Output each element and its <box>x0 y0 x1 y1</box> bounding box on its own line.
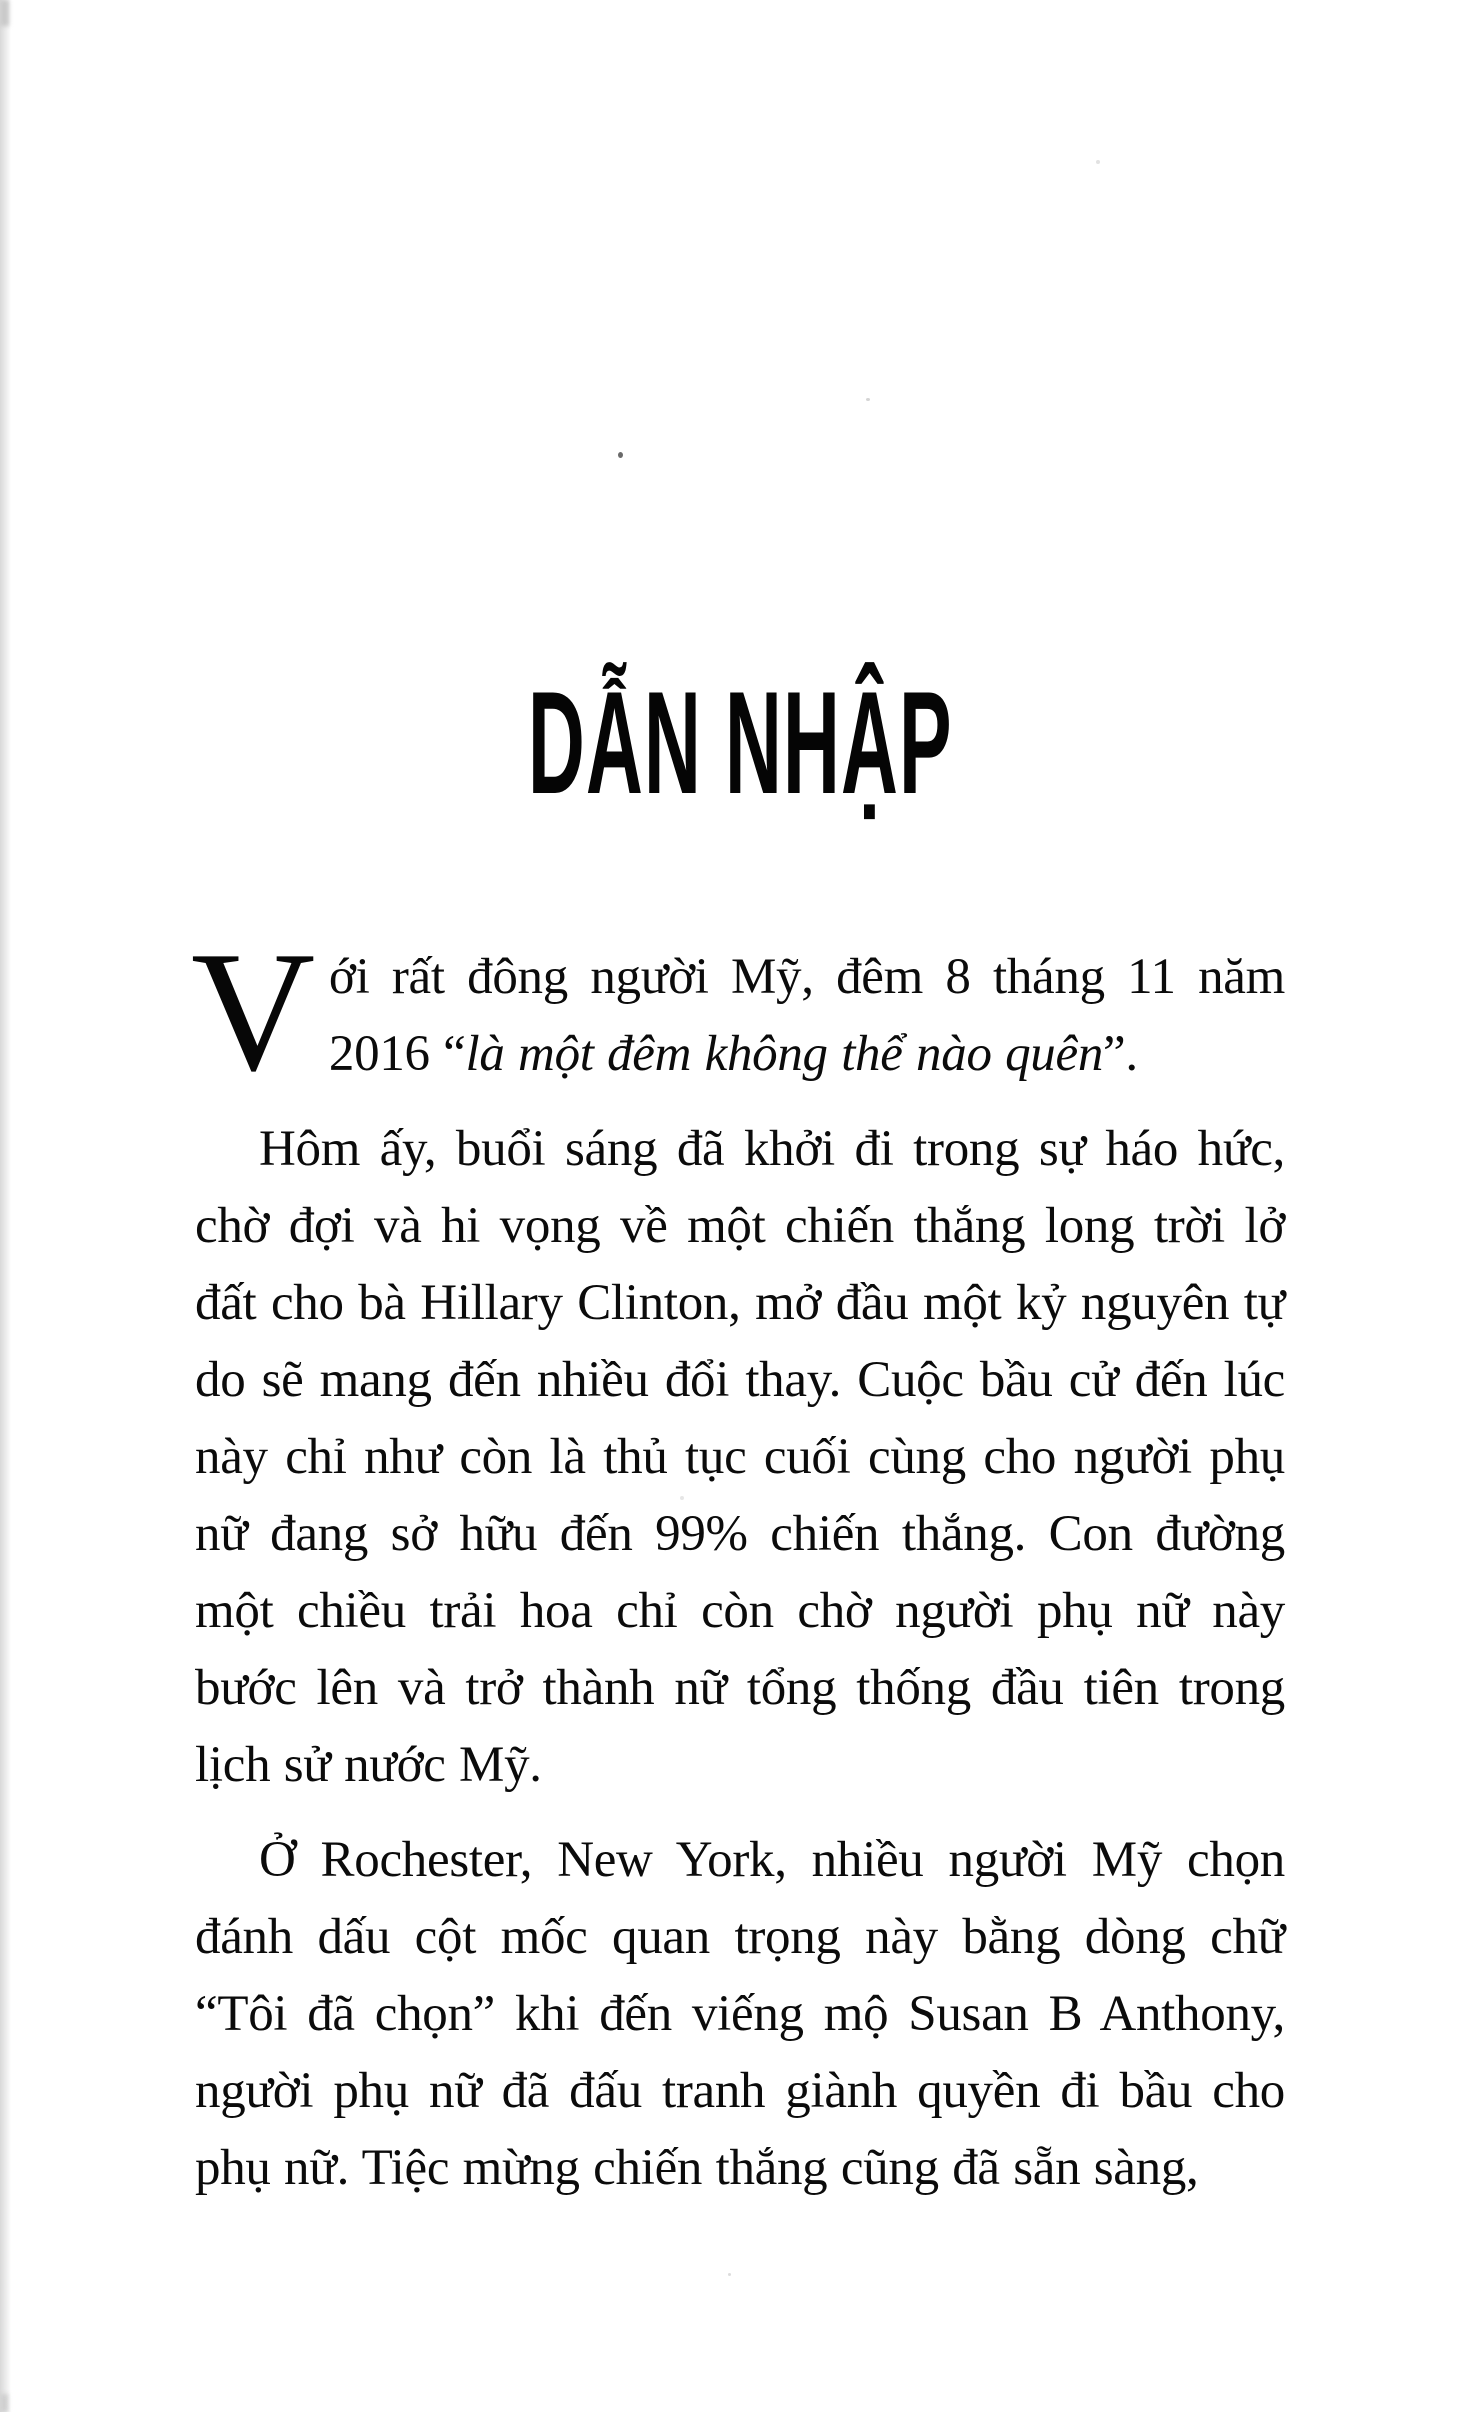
chapter-title-text: DẪN NHẬP <box>527 660 953 824</box>
dropcap-letter: V <box>191 917 315 1107</box>
paragraph-opening-end: ”. <box>1103 1026 1138 1082</box>
body-text <box>191 917 1285 2225</box>
paragraph-opening-text: ới rất đông người Mỹ, đêm 8 tháng 11 năm 2016 “ <box>328 949 1285 1082</box>
paragraph-rochester: Ở Rochester, New York, nhiều người Mỹ chọn đánh dấu cột mốc quan trọng này bằng dòng chữ “Tôi đã chọn” khi đến viếng mộ Susan B Anthony, người phụ nữ đã đấu tranh giành quyền đi bầu cho phụ nữ. Tiệc mừng chiến thắng cũng đã sẵn sàng, <box>195 1832 1285 2196</box>
quoted-phrase-italic: là một đêm không thể nào quên <box>465 1026 1104 1082</box>
paragraph-opening <box>191 917 1285 1107</box>
scan-gutter-edge <box>0 0 11 2412</box>
chapter-title <box>195 660 1285 824</box>
scan-speck <box>728 2273 731 2276</box>
paragraph-election-day: Hôm ấy, buổi sáng đã khởi đi trong sự háo hức, chờ đợi và hi vọng về một chiến thắng long trời lở đất cho bà Hillary Clinton, mở đầu một kỷ nguyên tự do sẽ mang đến nhiều đổi thay. Cuộc bầu cử đến lúc này chỉ như còn là thủ tục cuối cùng cho người phụ nữ đang sở hữu đến 99% chiến thắng. Con đường một chiều trải hoa chỉ còn chờ người phụ nữ này bước lên và trở thành nữ tổng thống đầu tiên trong lịch sử nước Mỹ. <box>195 1121 1285 1793</box>
scan-speck <box>618 452 623 458</box>
scan-speck <box>1096 160 1100 164</box>
scan-speck <box>866 398 870 401</box>
